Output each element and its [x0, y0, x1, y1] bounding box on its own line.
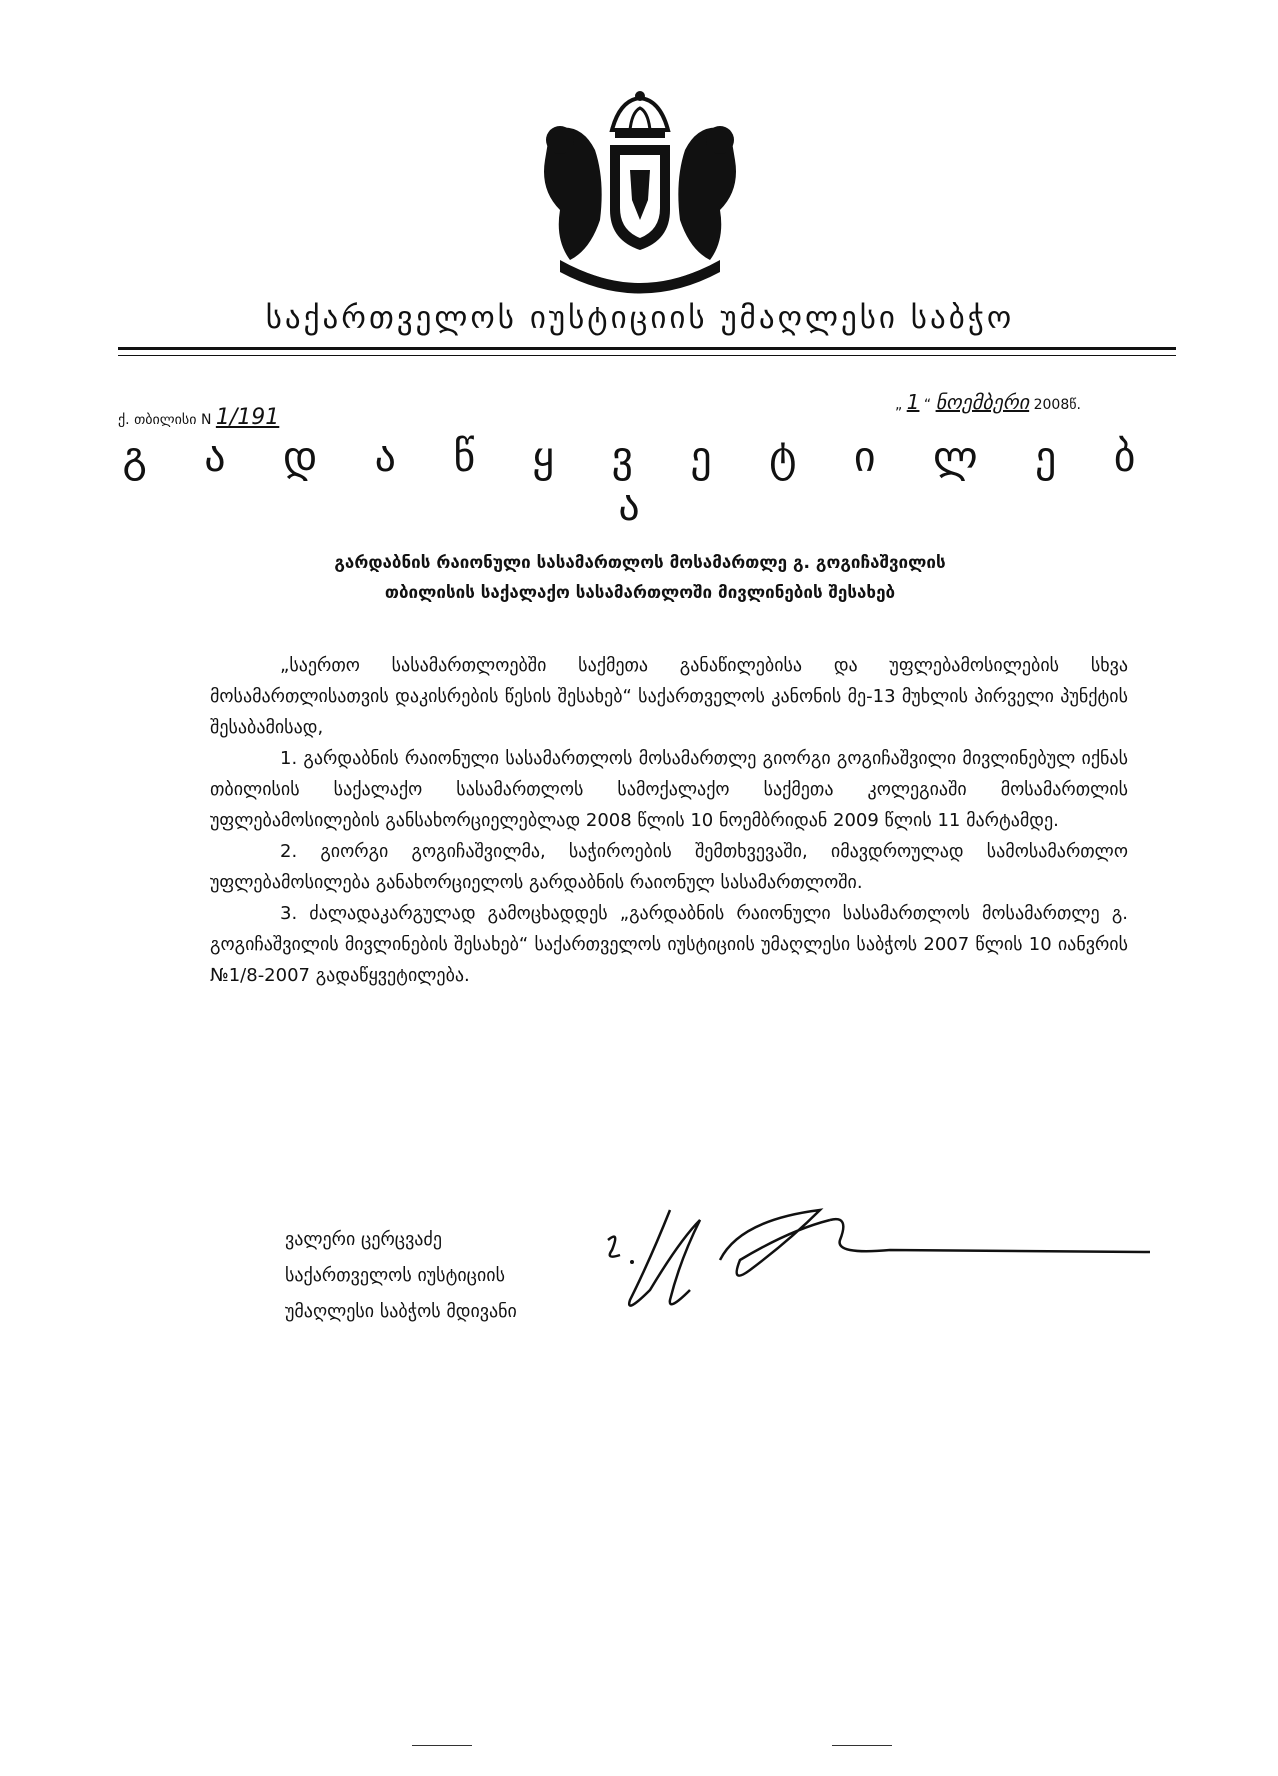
header-rule-thick	[118, 347, 1176, 350]
document-date: „ 1 “ ნოემბერი 2008წ.	[895, 390, 1081, 414]
signer-title-1: საქართველოს იუსტიციის	[285, 1265, 505, 1286]
document-number	[118, 405, 279, 430]
item-1-paragraph: 1. გარდაბნის რაიონული სასამართლოს მოსამართლე გიორგი გოგიჩაშვილი მივლინებულ იქნას თბილისის საქალაქო სასამართლოს სამოქალაქო საქმეთა კოლეგიაში მოსამართლის უფლებამოსილების განსახორციელებლად 2008 წლის 10 ნოემბრიდან 2009 წლის 11 მარტამდე.	[210, 748, 1128, 831]
document-body	[210, 650, 1128, 991]
signer-name: ვალერი ცერცვაძე	[285, 1229, 442, 1250]
number-label: ქ. თბილისი N	[118, 412, 212, 428]
number-value: 1/191	[215, 405, 280, 430]
date-day: 1	[906, 390, 920, 414]
coat-of-arms-emblem	[520, 90, 760, 300]
footer-mark-right	[832, 1745, 892, 1746]
date-month: ნოემბერი	[935, 390, 1030, 414]
signer-block	[285, 1222, 517, 1330]
institution-title: საქართველოს იუსტიციის უმაღლესი საბჭო	[265, 300, 1015, 336]
subject-line-2: თბილისის საქალაქო სასამართლოში მივლინების შესახებ	[384, 583, 896, 603]
signer-title-2: უმაღლესი საბჭოს მდივანი	[285, 1301, 517, 1322]
footer-mark-left	[412, 1745, 472, 1746]
header-rule-thin	[118, 355, 1176, 356]
subject-line-1: გარდაბნის რაიონული სასამართლოს მოსამართლე გ. გოგიჩაშვილის	[334, 553, 946, 573]
item-2-paragraph: 2. გიორგი გოგიჩაშვილმა, საჭიროების შემთხვევაში, იმავდროულად სამოსამართლო უფლებამოსილება განახორციელოს გარდაბნის რაიონულ სასამართლოში.	[210, 841, 1128, 893]
item-3-paragraph: 3. ძალადაკარგულად გამოცხადდეს „გარდაბნის რაიონული სასამართლოს მოსამართლე გ. გოგიჩაშვილის მივლინების შესახებ“ საქართველოს იუსტიციის უმაღლესი საბჭოს 2007 წლის 10 იანვრის №1/8-2007 გადაწყვეტილება.	[210, 903, 1128, 986]
preamble-paragraph: „საერთო სასამართლოებში საქმეთა განაწილებისა და უფლებამოსილების სხვა მოსამართლისათვის დაკისრების წესის შესახებ“ საქართველოს კანონის მე-13 მუხლის პირველი პუნქტის შესაბამისად,	[210, 655, 1128, 738]
document-type-heading: გ ა დ ა წ ყ ვ ე ტ ი ლ ე ბ ა	[122, 432, 1158, 530]
date-year: 2008	[1033, 397, 1070, 413]
date-suffix: წ.	[1069, 397, 1081, 413]
document-subject	[230, 548, 1050, 608]
handwritten-signature	[590, 1200, 1190, 1320]
